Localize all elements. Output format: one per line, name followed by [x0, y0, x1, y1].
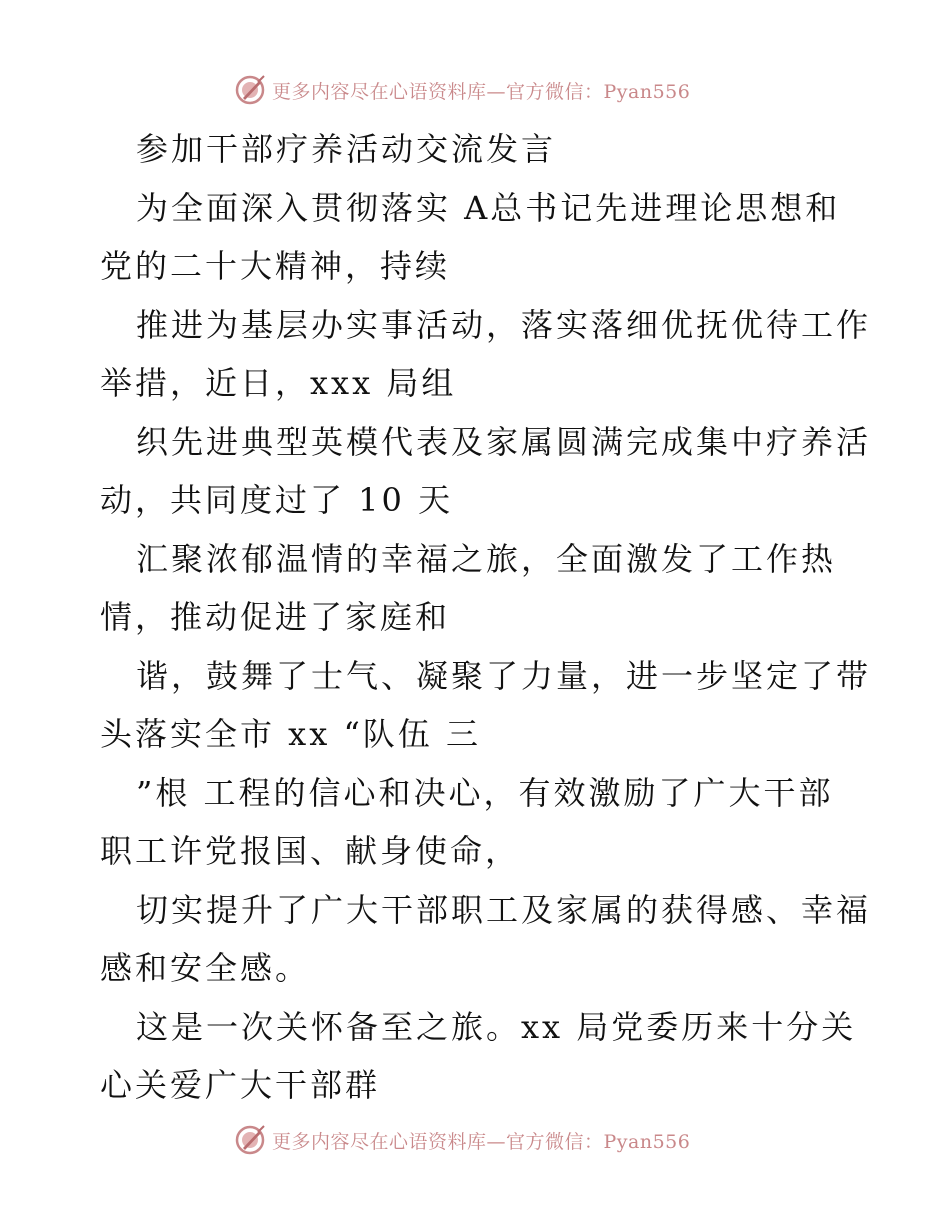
header-watermark	[234, 70, 714, 110]
text-line: 职工许党报国、献身使命，	[100, 832, 521, 870]
document-body	[100, 120, 872, 1115]
text-line: 感和安全感。	[100, 949, 311, 987]
doc-title: 参加干部疗养活动交流发言	[136, 130, 557, 168]
text-line: 汇聚浓郁温情的幸福之旅，全面激发了工作热	[136, 539, 837, 578]
text-line: 举措，近日，xxx 局组	[100, 364, 457, 402]
text-line: 谐，鼓舞了士气、凝聚了力量，进一步坚定了带	[136, 656, 872, 695]
quill-logo-icon	[234, 1124, 266, 1156]
footer-watermark	[234, 1120, 714, 1160]
text-line: 情，推动促进了家庭和	[100, 598, 451, 636]
watermark-text: 更多内容尽在心语资料库—官方微信：Pyan556	[272, 1130, 691, 1153]
text-line: 切实提升了广大干部职工及家属的获得感、幸福	[136, 890, 872, 929]
text-line: 为全面深入贯彻落实 A总书记先进理论思想和	[136, 188, 841, 227]
text-line: 头落实全市 xx “队伍 三	[100, 715, 481, 753]
watermark-text: 更多内容尽在心语资料库—官方微信：Pyan556	[272, 80, 691, 103]
text-line: 动，共同度过了 10 天	[100, 481, 454, 519]
text-line: 心关爱广大干部群	[100, 1066, 381, 1104]
text-line: 织先进典型英模代表及家属圆满完成集中疗养活	[136, 422, 872, 461]
text-line: 推进为基层办实事活动，落实落细优抚优待工作	[136, 305, 872, 344]
quill-logo-icon	[234, 74, 266, 106]
text-line: 党的二十大精神，持续	[100, 247, 451, 285]
text-line: ”根 工程的信心和决心，有效激励了广大干部	[136, 773, 834, 812]
text-line: 这是一次关怀备至之旅。xx 局党委历来十分关	[136, 1007, 857, 1046]
